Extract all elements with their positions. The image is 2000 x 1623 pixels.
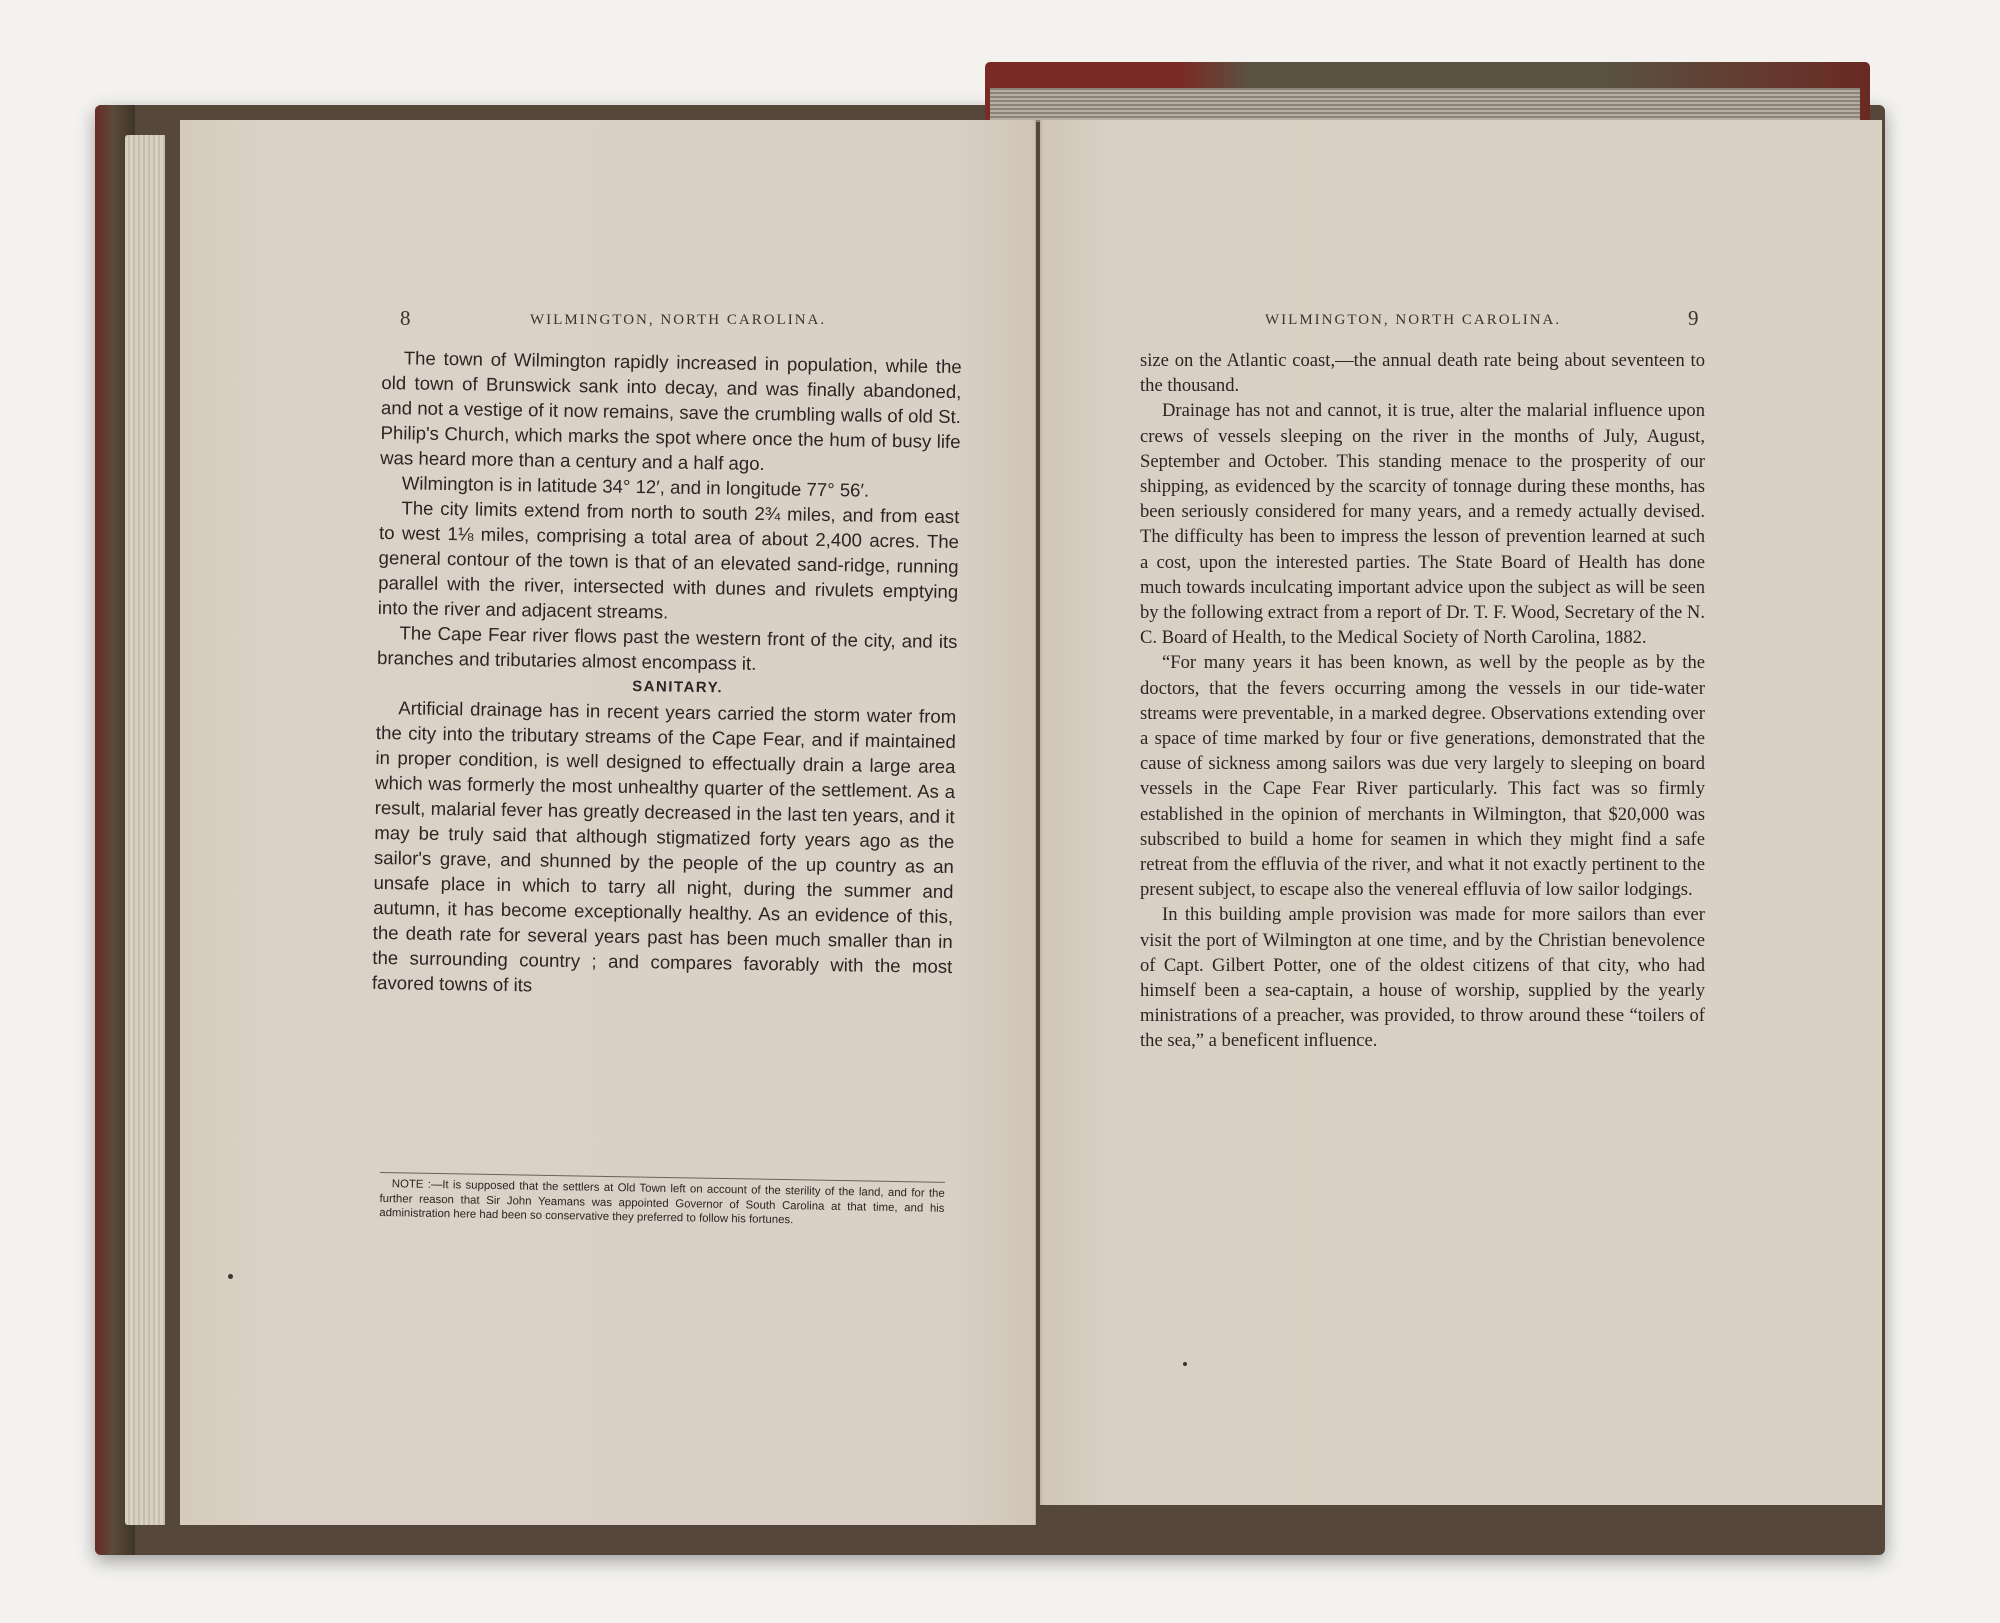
left-running-head: WILMINGTON, NORTH CAROLINA.: [530, 312, 827, 328]
paragraph: The Cape Fear river flows past the western front of the city, and its branches and tributaries almost encompass it.: [376, 622, 958, 674]
section-heading: SANITARY.: [632, 677, 724, 697]
left-page-number: 8: [400, 306, 411, 330]
paragraph: Wilmington is in latitude 34° 12′, and in longitude 77° 56′.: [401, 472, 870, 501]
left-page-stack: [125, 135, 165, 1525]
page-speck: [1183, 1362, 1187, 1366]
paragraph: “For many years it has been known, as well by the people as by the doctors, that the fevers occurring among the vessels in our tide-water streams were preventable, in a marked degree. Observations extending over a space of time marked by four or five generations, demonstrated that the cause of sickness among sailors was due very largely to sleeping on board vessels in the Cape Fear River particularly. This fact was so firmly established in the opinion of merchants in Wilmington, that $20,000 was subscribed to build a home for seamen in which they might find a safe retreat from the effluvia of the river, and what it not exactly pertinent to the present subject, to escape also the venereal effluvia of low sailor lodgings.: [1140, 652, 1705, 901]
right-running-head: WILMINGTON, NORTH CAROLINA.: [1265, 312, 1562, 328]
paragraph: Drainage has not and cannot, it is true, alter the malarial influence upon crews of vessels sleeping on the river in the months of July, August, September and October. This standing menace to the prosperity of our shipping, as evidenced by the scarcity of tonnage during these months, has been seriously considered for many years, and a remedy actually devised. The difficulty has been to impress the lesson of prevention learned at such a cost, upon the interested parties. The State Board of Health has done much towards inculcating important advice upon the subject as will be seen by the following extract from a report of Dr. T. F. Wood, Secretary of the N. C. Board of Health, to the Medical Society of North Carolina, 1882.: [1140, 400, 1705, 649]
right-page-body: [1140, 348, 1705, 1054]
paragraph: In this building ample provision was made for more sailors than ever visit the port of Wilmington at one time, and by the Christian benevolence of Capt. Gilbert Potter, one of the oldest citizens of that city, who had himself been a sea-captain, a house of worship, supplied by the yearly ministrations of a preacher, was provided, to throw around these “toilers of the sea,” a beneficent influence.: [1140, 904, 1705, 1052]
paragraph: The city limits extend from north to south 2¾ miles, and from east to west 1⅛ miles, comprising a total area of about 2,400 acres. The general contour of the town is that of an elevated sand-ridge, running parallel with the river, intersected with dunes and rivulets emptying into the river and adjacent streams.: [377, 497, 960, 623]
page-stack-edge: [990, 88, 1860, 122]
paragraph: size on the Atlantic coast,—the annual death rate being about seventeen to the thousand.: [1140, 350, 1705, 397]
paragraph: The town of Wilmington rapidly increased in population, while the old town of Brunswick sank into decay, and was finally abandoned, and not a vestige of it now remains, save the crumbling walls of old St. Philip's Church, which marks the spot where once the hum of busy life was heard more than a century and a half ago.: [380, 347, 962, 475]
right-page-number: 9: [1688, 306, 1699, 330]
paragraph: Artificial drainage has in recent years carried the storm water from the city into the tributary streams of the Cape Fear, and if maintained in proper condition, is well designed to effectually drain a large area which was formerly the most unhealthy quarter of the settlement. As a result, malarial fever has greatly decreased in the last ten years, and it may be truly said that although stigmatized forty years ago as the sailor's grave, and shunned by the people of the up country as an unsafe place in which to tarry all night, during the summer and autumn, it has become exceptionally healthy. As an evidence of this, the death rate for several years past has been much smaller than in the surrounding country ; and compares favorably with the most favored towns of its: [371, 697, 957, 996]
footnote: [379, 1172, 945, 1230]
page-speck: [228, 1274, 233, 1279]
footnote-text: NOTE :—It is supposed that the settlers at Old Town left on account of the sterility of the land, and for the further reason that Sir John Yeamans was appointed Governor of South Carolina at that time, and his administration here had been so conservative they preferred to follow his fortunes.: [379, 1178, 945, 1227]
left-page-body: [372, 345, 962, 1004]
